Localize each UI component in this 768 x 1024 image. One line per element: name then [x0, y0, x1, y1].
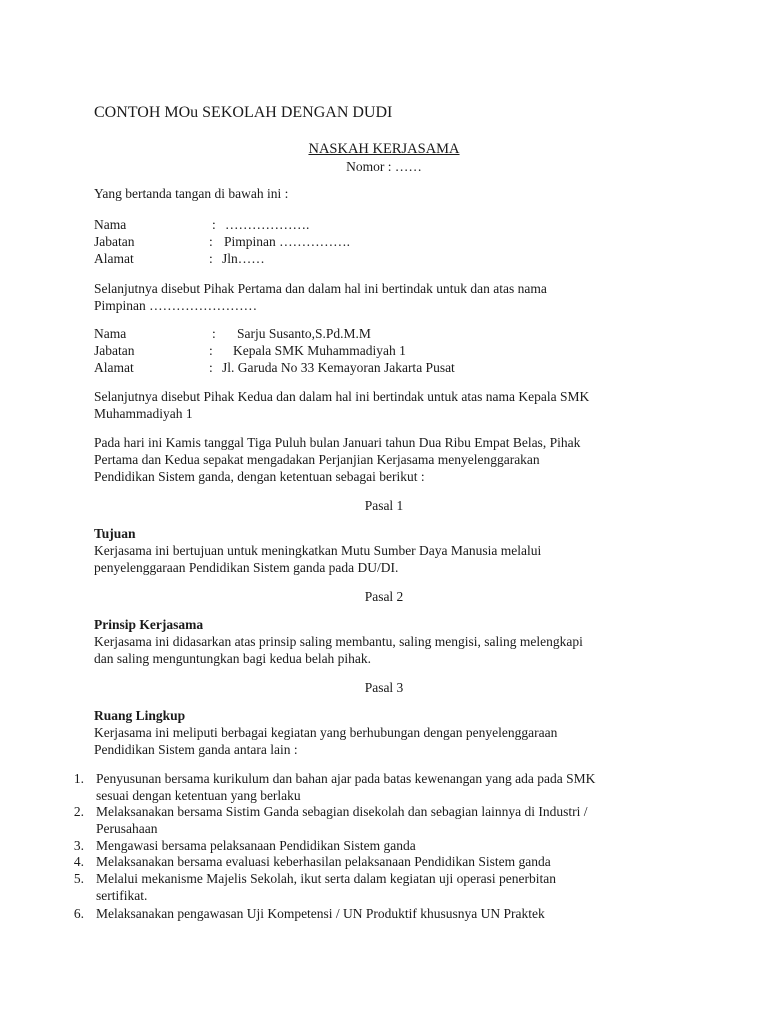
party1-alamat-label: Alamat	[94, 251, 134, 266]
party2-nama-colon: :	[212, 326, 216, 341]
party2-alamat-value: Jl. Garuda No 33 Kemayoran Jakarta Pusat	[222, 360, 455, 375]
list-item-number: 5.	[73, 871, 84, 886]
agreement-number: Nomor : ……	[346, 159, 422, 174]
pasal3-title: Ruang Lingkup	[94, 708, 186, 723]
list-item-line: Perusahaan	[96, 821, 158, 836]
party1-desc-line2: Pimpinan ……………………	[94, 298, 258, 313]
list-item-line: Melalui mekanisme Majelis Sekolah, ikut serta dalam kegiatan uji operasi penerbitan	[96, 871, 556, 886]
agreement-heading-text: NASKAH KERJASAMA	[308, 141, 460, 157]
pasal1-label: Pasal 1	[364, 498, 404, 513]
document-title: CONTOH MOu SEKOLAH DENGAN DUDI	[94, 104, 393, 121]
party2-desc-line1: Selanjutnya disebut Pihak Kedua dan dalam hal ini bertindak untuk atas nama Kepala SMK	[94, 389, 590, 404]
party2-nama-value: Sarju Susanto,S.Pd.M.M	[237, 326, 371, 341]
list-item-number: 6.	[73, 906, 84, 921]
pasal2-title: Prinsip Kerjasama	[94, 617, 204, 632]
party2-alamat-colon: :	[209, 360, 213, 375]
pasal3-line: Pendidikan Sistem ganda antara lain :	[94, 742, 298, 757]
agreement-line: Pertama dan Kedua sepakat mengadakan Perjanjian Kerjasama menyelenggarakan	[94, 452, 540, 467]
pasal2-label: Pasal 2	[364, 589, 404, 604]
pasal1-title: Tujuan	[94, 526, 136, 541]
pasal2-line: Kerjasama ini didasarkan atas prinsip saling membantu, saling mengisi, saling melengkapi	[94, 634, 583, 649]
list-item-line: Melaksanakan bersama Sistim Ganda sebagian disekolah dan sebagian lainnya di Industri /	[96, 804, 588, 819]
party1-jabatan-label: Jabatan	[94, 234, 135, 249]
party1-nama-colon: :	[212, 217, 216, 232]
list-item-number: 1.	[73, 771, 84, 786]
party2-nama-label: Nama	[94, 326, 127, 341]
party1-desc-line1: Selanjutnya disebut Pihak Pertama dan dalam hal ini bertindak untuk dan atas nama	[94, 281, 547, 296]
pasal3-line: Kerjasama ini meliputi berbagai kegiatan yang berhubungan dengan penyelenggaraan	[94, 725, 558, 740]
party1-alamat-colon: :	[209, 251, 213, 266]
party2-jabatan-label: Jabatan	[94, 343, 135, 358]
agreement-line: Pendidikan Sistem ganda, dengan ketentuan sebagai berikut :	[94, 469, 425, 484]
pasal1-line: penyelenggaraan Pendidikan Sistem ganda pada DU/DI.	[94, 560, 399, 575]
party1-jabatan-value: Pimpinan …………….	[224, 234, 351, 249]
intro-text: Yang bertanda tangan di bawah ini :	[94, 186, 289, 201]
pasal3-label: Pasal 3	[364, 680, 404, 695]
party1-alamat-value: Jln……	[222, 251, 265, 266]
party1-nama-value: ……………….	[225, 217, 310, 232]
list-item-line: Melaksanakan bersama evaluasi keberhasilan pelaksanaan Pendidikan Sistem ganda	[96, 854, 551, 869]
list-item-line: sesuai dengan ketentuan yang berlaku	[96, 788, 301, 803]
list-item-line: Mengawasi bersama pelaksanaan Pendidikan Sistem ganda	[96, 838, 416, 853]
party2-desc-line2: Muhammadiyah 1	[94, 406, 193, 421]
pasal2-line: dan saling menguntungkan bagi kedua belah pihak.	[94, 651, 372, 666]
pasal1-line: Kerjasama ini bertujuan untuk meningkatkan Mutu Sumber Daya Manusia melalui	[94, 543, 542, 558]
party2-alamat-label: Alamat	[94, 360, 134, 375]
list-item-line: Melaksanakan pengawasan Uji Kompetensi / UN Produktif khususnya UN Praktek	[96, 906, 545, 921]
list-item-number: 2.	[73, 804, 84, 819]
agreement-line: Pada hari ini Kamis tanggal Tiga Puluh bulan Januari tahun Dua Ribu Empat Belas, Pihak	[94, 435, 581, 450]
agreement-heading	[0, 141, 768, 158]
party2-jabatan-colon: :	[209, 343, 213, 358]
party1-nama-label: Nama	[94, 217, 127, 232]
party1-jabatan-colon: :	[209, 234, 213, 249]
list-item-number: 4.	[73, 854, 84, 869]
list-item-line: sertifikat.	[96, 888, 148, 903]
party2-jabatan-value: Kepala SMK Muhammadiyah 1	[233, 343, 406, 358]
list-item-number: 3.	[73, 838, 84, 853]
list-item-line: Penyusunan bersama kurikulum dan bahan ajar pada batas kewenangan yang ada pada SMK	[96, 771, 596, 786]
